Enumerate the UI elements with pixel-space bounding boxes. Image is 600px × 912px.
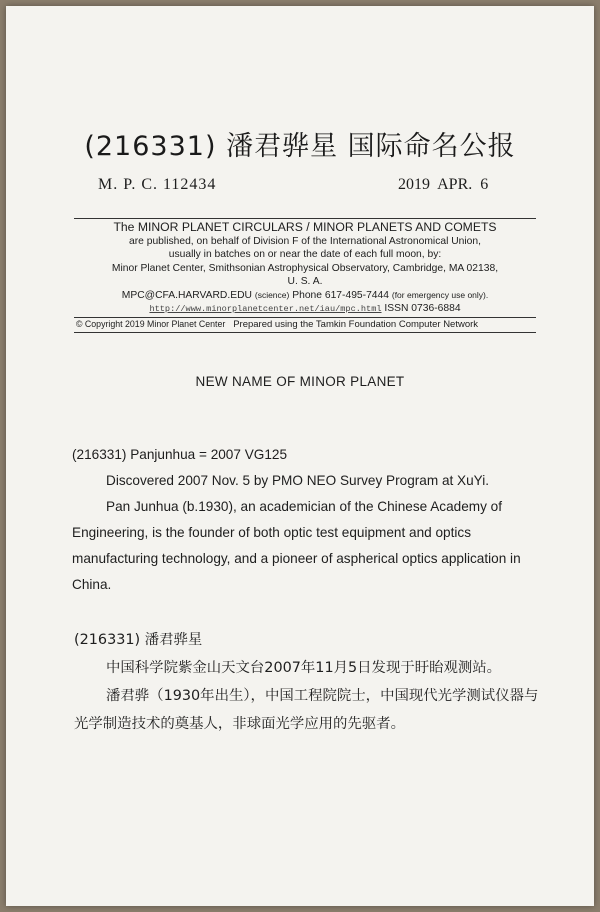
masthead-publisher-line: are published, on behalf of Division F of the International Astronomical Union, (128, 236, 481, 247)
masthead-country-line: U. S. A. (287, 276, 323, 288)
chinese-discovery: 中国科学院紫金山天文台2007年11月5日发现于盱眙观测站。 (106, 660, 502, 676)
page-title: (216331) 潘君骅星 国际命名公报 (84, 131, 516, 162)
masthead-address-line: Minor Planet Center, Smithsonian Astrophysical Observatory, Cambridge, MA 02138, (111, 262, 499, 274)
contact-email-note: (science) (254, 289, 290, 300)
chinese-citation (74, 626, 544, 738)
mpc-website-link[interactable]: http://www.minorplanetcenter.net/iau/mpc.html (149, 304, 382, 315)
english-citation (72, 442, 542, 598)
contact-email[interactable]: MPC@CFA.HARVARD.EDU (121, 289, 252, 301)
issn-number: ISSN 0736-6884 (384, 303, 461, 315)
prepared-notice: Prepared using the Tamkin Foundation Computer Network (233, 319, 479, 331)
chinese-citation-text: 潘君骅（1930年出生），中国工程院院士，中国现代光学测试仪器与光学制造技术的奠基人，非球面光学应用的先驱者。 (74, 688, 539, 732)
english-citation-text: Pan Junhua (b.1930), an academician of the Chinese Academy of Engineering, is the founder of both optic test equipment and optics manufacturing technology, and a pioneer of aspherical optics application in China. (72, 499, 521, 592)
copyright-notice: © Copyright 2019 Minor Planet Center (76, 319, 226, 330)
english-designation: (216331) Panjunhua = 2007 VG125 (72, 447, 288, 462)
masthead-schedule-line: usually in batches on or near the date of each full moon, by: (168, 249, 442, 261)
chinese-designation: (216331) 潘君骅星 (74, 632, 203, 648)
circular-page (6, 6, 594, 906)
contact-phone-note: (for emergency use only). (391, 289, 489, 300)
section-heading: NEW NAME OF MINOR PLANET (195, 374, 405, 389)
masthead-title: The MINOR PLANET CIRCULARS / MINOR PLANETS AND COMETS (113, 220, 497, 234)
masthead-contact-line (74, 289, 536, 302)
issue-date: 2019 APR. 6 (398, 176, 489, 193)
english-discovery: Discovered 2007 Nov. 5 by PMO NEO Survey Program at XuYi. (106, 473, 490, 488)
masthead-url-line (74, 302, 536, 316)
contact-phone: Phone 617-495-7444 (292, 289, 389, 301)
circular-number: M. P. C. 112434 (98, 176, 217, 193)
masthead (74, 218, 536, 333)
masthead-footer-line (74, 317, 536, 333)
